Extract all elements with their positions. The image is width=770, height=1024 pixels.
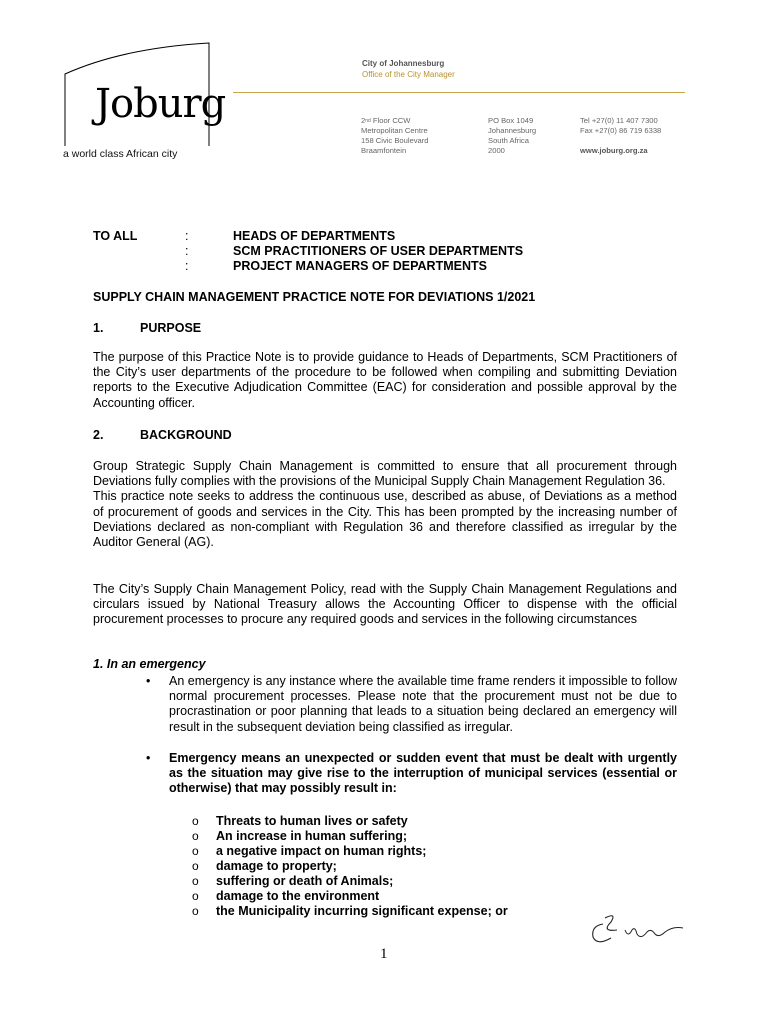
- address-line-1: 2nd Floor CCW: [361, 116, 411, 125]
- background-paragraphs: [93, 459, 677, 550]
- sub-item: An increase in human suffering;: [216, 829, 408, 843]
- sub-item: the Municipality incurring significant expense; or: [216, 904, 508, 918]
- sub-bullet-icon: o: [192, 904, 199, 918]
- website-link[interactable]: www.joburg.org.za: [580, 146, 648, 155]
- purpose-paragraph: [93, 350, 677, 411]
- sub-bullet-icon: o: [192, 889, 199, 903]
- letterhead-city: City of Johannesburg: [362, 59, 445, 68]
- sub-item: a negative impact on human rights;: [216, 844, 427, 858]
- recipient-2: SCM PRACTITIONERS OF USER DEPARTMENTS: [233, 244, 524, 258]
- emergency-bullet-2: Emergency means an unexpected or sudden event that must be dealt with urgently as the situation may give rise to the interruption of municipal services (essential or otherwise) that may possibly result in:: [169, 751, 677, 796]
- section-title-background: BACKGROUND: [140, 428, 232, 442]
- sub-item: damage to the environment: [216, 889, 380, 903]
- postal-block: [488, 116, 536, 156]
- colon: :: [185, 259, 189, 273]
- address-line-3: 158 Civic Boulevard: [361, 136, 429, 145]
- colon: :: [185, 244, 189, 258]
- section-number: 2.: [93, 428, 104, 442]
- section-number: 1.: [93, 321, 104, 335]
- letterhead-office: Office of the City Manager: [362, 70, 455, 79]
- sub-item: suffering or death of Animals;: [216, 874, 394, 888]
- address-line-4: Braamfontein: [361, 146, 407, 155]
- colon: :: [185, 229, 189, 243]
- contact-block: [580, 116, 661, 156]
- to-all-label: TO ALL: [93, 229, 138, 243]
- bullet-icon: •: [146, 674, 151, 688]
- circumstances-paragraph: [93, 582, 677, 628]
- emergency-bullet-1: An emergency is any instance where the available time frame renders it impossible to follow normal procurement processes. Please note that the procurement must not be due to procrastination or poor planning that leads to a situation being declared an emergency will result in the subsequent deviation being classified as irregular.: [169, 674, 677, 734]
- letterhead-rule: [233, 92, 685, 93]
- tel: Tel +27(0) 11 407 7300: [580, 116, 658, 125]
- logo-tagline: a world class African city: [63, 148, 178, 160]
- sub-item: Threats to human lives or safety: [216, 814, 408, 828]
- sub-bullet-icon: o: [192, 859, 199, 873]
- sub-bullet-icon: o: [192, 814, 199, 828]
- address-block: [361, 116, 429, 156]
- sub-bullet-icon: o: [192, 874, 199, 888]
- postal-line-1: PO Box 1049: [488, 116, 534, 125]
- paragraph: The City’s Supply Chain Management Policy, read with the Supply Chain Management Regulations and circulars issued by National Treasury allows the Accounting Officer to dispense with the official procurement processes to procure any required goods and services in the following circumstances: [93, 582, 677, 627]
- postal-line-4: 2000: [488, 146, 505, 155]
- sub-item: damage to property;: [216, 859, 337, 873]
- section-title-purpose: PURPOSE: [140, 321, 202, 335]
- fax: Fax +27(0) 86 719 6338: [580, 126, 662, 135]
- paragraph: Group Strategic Supply Chain Management is committed to ensure that all procurement through Deviations fully complies with the provisions of the Municipal Supply Chain Management Regulation 36.: [93, 459, 677, 489]
- postal-line-2: Johannesburg: [488, 126, 537, 135]
- recipient-3: PROJECT MANAGERS OF DEPARTMENTS: [233, 259, 487, 273]
- paragraph: The purpose of this Practice Note is to provide guidance to Heads of Departments, SCM Practitioners of the City’s user departments of the procedure to be followed when compiling and submitting Deviation reports to the Executive Adjudication Committee (EAC) for consideration and possible approval by the Accounting officer.: [93, 350, 677, 410]
- sub-bullet-icon: o: [192, 844, 199, 858]
- recipient-1: HEADS OF DEPARTMENTS: [233, 229, 396, 243]
- paragraph: This practice note seeks to address the continuous use, described as abuse, of Deviations as a method of procurement of goods and services in the City. This has been prompted by the increasing number of Deviations declared as non-compliant with Regulation 36 and therefore classified as irregular by the Auditor General (AG).: [93, 489, 677, 550]
- page-number: 1: [380, 946, 388, 962]
- emergency-heading: 1. In an emergency: [93, 657, 206, 671]
- signature-initials: [587, 902, 687, 952]
- postal-line-3: South Africa: [488, 136, 529, 145]
- joburg-logo: Joburg: [95, 81, 226, 127]
- document-title: SUPPLY CHAIN MANAGEMENT PRACTICE NOTE FOR DEVIATIONS 1/2021: [93, 290, 536, 304]
- bullet-icon: •: [146, 751, 151, 765]
- address-line-2: Metropolitan Centre: [361, 126, 428, 135]
- sub-bullet-icon: o: [192, 829, 199, 843]
